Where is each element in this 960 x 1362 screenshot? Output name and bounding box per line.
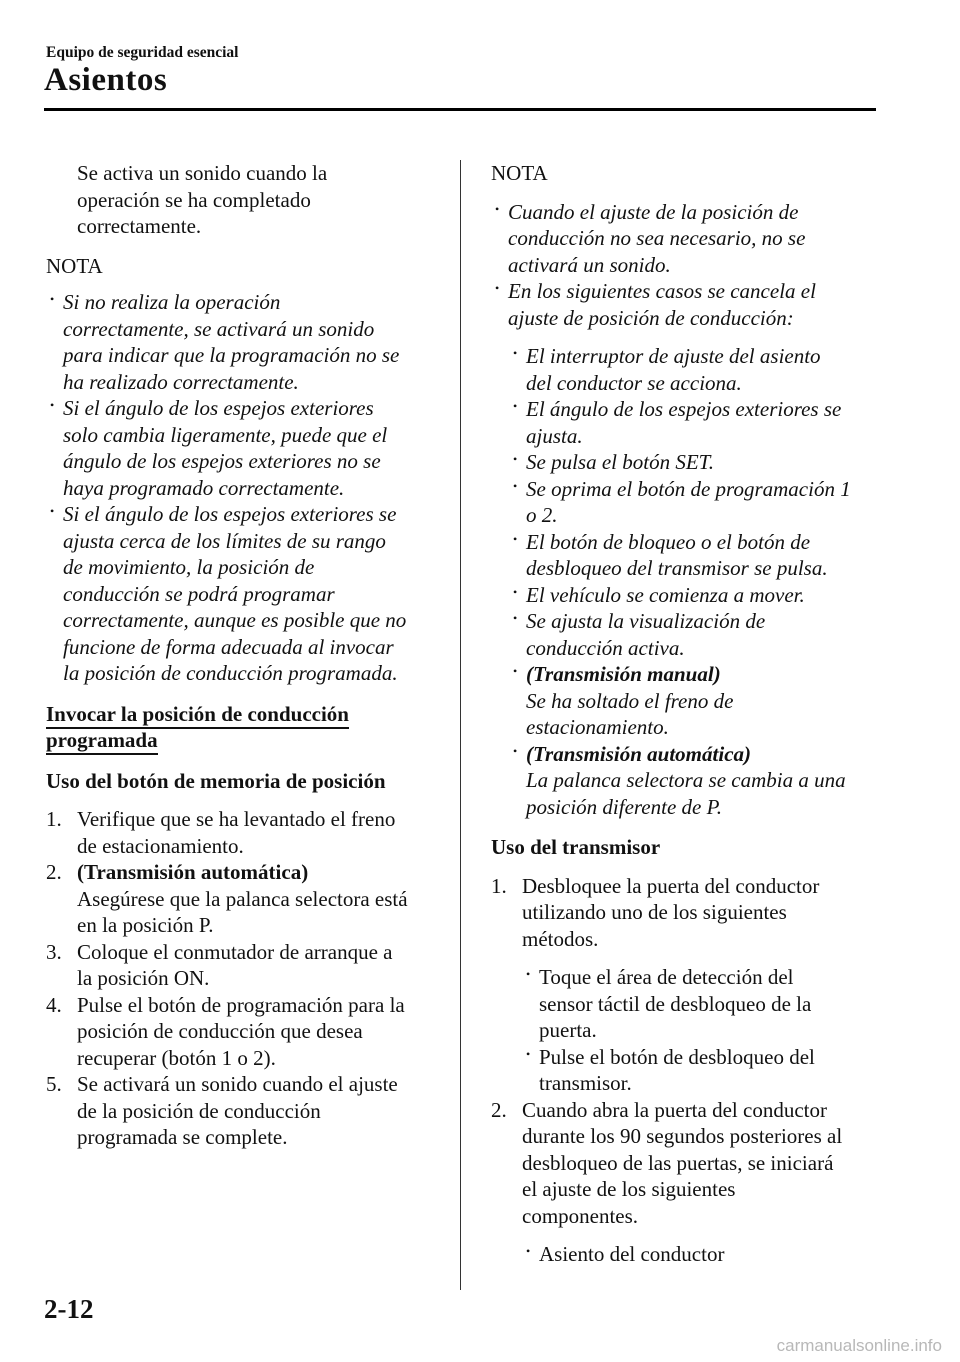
text-line: conducción activa. (526, 635, 685, 660)
text-line: Se ha soltado el freno de (526, 688, 734, 713)
cancel-item (509, 741, 891, 821)
left-column (46, 160, 438, 1151)
text-line: métodos. (522, 926, 599, 951)
text-line: • Cuando el ajuste de la posición de (508, 199, 799, 224)
text-line: Verifique que se ha levantado el freno (77, 807, 396, 831)
text-line: la posición de conducción programada. (63, 661, 398, 685)
steps-list (46, 806, 438, 1151)
column-divider (460, 160, 461, 1290)
method-item (522, 964, 891, 1044)
text-line: activará un sonido. (508, 252, 671, 277)
text-line: posición de conducción que desea (77, 1019, 363, 1043)
text-line: la posición ON. (77, 966, 210, 990)
method-item (522, 1044, 891, 1097)
subheading: Uso del transmisor (491, 835, 661, 859)
cancel-bold-line: • (Transmisión automática) (526, 741, 752, 766)
text-line: sensor táctil de desbloqueo de la (539, 991, 812, 1016)
text-line: correctamente, aunque es posible que no (63, 608, 407, 632)
component-item (522, 1241, 891, 1268)
cancel-item (509, 608, 891, 661)
text-line: recuperar (botón 1 o 2). (77, 1045, 276, 1070)
right-column (491, 160, 891, 1268)
text-line: Cuando abra la puerta del conductor (522, 1097, 827, 1122)
section-label: Equipo de seguridad esencial (46, 44, 239, 61)
intro-text (77, 160, 438, 240)
cancel-item (509, 396, 891, 449)
watermark: carmanualsonline.info (776, 1336, 942, 1355)
text-line: • Asiento del conductor (539, 1242, 725, 1266)
text-line: funcione de forma adecuada al invocar (63, 634, 394, 659)
text-line: programada se complete. (77, 1125, 288, 1149)
nota-list (491, 199, 891, 821)
text-line: de movimiento, la posición de (63, 555, 315, 579)
text-line: operación se ha completado (77, 187, 311, 212)
cancel-item (509, 343, 891, 396)
nota-item (491, 278, 891, 331)
step-number: 3. (46, 939, 62, 964)
text-line: • En los siguientes casos se cancela el (508, 279, 816, 303)
nota-item (46, 395, 438, 501)
step-item (46, 992, 438, 1072)
text-line: correctamente. (77, 214, 202, 238)
text-line: ha realizado correctamente. (63, 369, 299, 394)
text-line: ajusta cerca de los límites de su rango (63, 528, 386, 553)
step-number: 5. (46, 1072, 62, 1096)
cancel-item (509, 582, 891, 609)
text-line: • Si el ángulo de los espejos exteriores se (63, 502, 397, 526)
method-list (522, 964, 891, 1097)
step-number: 1. (491, 873, 507, 898)
section-heading (46, 701, 438, 754)
text-line: • Se oprima el botón de programación 1 (526, 476, 851, 501)
text-line: • El ángulo de los espejos exteriores se (526, 397, 842, 421)
text-line: ángulo de los espejos exteriores no se (63, 449, 381, 473)
text-line: en la posición P. (77, 913, 214, 937)
text-line: • El botón de bloqueo o el botón de (526, 529, 811, 554)
text-line: • Si el ángulo de los espejos exteriores (63, 396, 374, 420)
subheading: Uso del botón de memoria de posición (46, 768, 386, 793)
text-line: conducción no sea necesario, no se (508, 226, 806, 250)
text-line: ajusta. (526, 423, 583, 448)
cancel-item (509, 449, 891, 476)
text-line: o 2. (526, 503, 558, 527)
text-line: • El vehículo se comienza a mover. (526, 582, 805, 607)
text-line: • El interruptor de ajuste del asiento (526, 344, 821, 368)
text-line: puerta. (539, 1018, 597, 1042)
text-line: La palanca selectora se cambia a una (526, 768, 846, 792)
step-number: 1. (46, 807, 62, 831)
cancel-item (509, 661, 891, 741)
nota-list (46, 289, 438, 687)
text-line: Asegúrese que la palanca selectora está (77, 886, 408, 911)
text-line: • Se ajusta la visualización de (526, 609, 766, 633)
step-item (491, 873, 891, 953)
text-line: transmisor. (539, 1071, 632, 1095)
text-line: durante los 90 segundos posteriores al (522, 1124, 843, 1148)
text-line: Desbloquee la puerta del conductor (522, 873, 820, 898)
nota-item (491, 199, 891, 279)
text-line: correctamente, se activará un sonido (63, 316, 375, 341)
text-line: solo cambia ligeramente, puede que el (63, 422, 388, 447)
text-line: para indicar que la programación no se (63, 343, 400, 367)
nota-label: NOTA (46, 253, 103, 278)
cancel-item (509, 476, 891, 529)
text-line: Se activa un sonido cuando la (77, 161, 328, 185)
nota-label: NOTA (491, 161, 548, 185)
step-item (46, 939, 438, 992)
text-line: de la posición de conducción (77, 1098, 321, 1123)
component-list (522, 1241, 891, 1268)
text-line: conducción se podrá programar (63, 581, 335, 606)
page-title: Asientos (44, 62, 168, 98)
text-line: • Pulse el botón de desbloqueo del (539, 1044, 815, 1069)
text-line: haya programado correctamente. (63, 475, 345, 500)
page-number: 2-12 (44, 1294, 94, 1324)
text-line: Se activará un sonido cuando el ajuste (77, 1072, 398, 1096)
heading-line: programada (46, 728, 158, 755)
step-number: 4. (46, 992, 62, 1017)
nota-item (46, 501, 438, 687)
step-bold-line: (Transmisión automática) (77, 860, 309, 884)
text-line: estacionamiento. (526, 715, 669, 739)
cancel-list (509, 343, 891, 820)
cancel-item (509, 529, 891, 582)
text-line: desbloqueo del transmisor se pulsa. (526, 556, 828, 580)
header-rule (44, 108, 876, 111)
text-line: desbloqueo de las puertas, se iniciará (522, 1150, 834, 1175)
text-line: ajuste de posición de conducción: (508, 305, 794, 330)
heading-line: Invocar la posición de conducción (46, 702, 349, 729)
step-item (46, 806, 438, 859)
nota-item (46, 289, 438, 395)
step-item (46, 859, 438, 939)
step-item (46, 1071, 438, 1151)
text-line: utilizando uno de los siguientes (522, 900, 787, 924)
text-line: del conductor se acciona. (526, 370, 742, 395)
text-line: • Se pulsa el botón SET. (526, 450, 715, 474)
text-line: • Si no realiza la operación (63, 290, 281, 314)
step-number: 2. (46, 860, 62, 884)
text-line: componentes. (522, 1203, 639, 1228)
text-line: de estacionamiento. (77, 833, 244, 858)
text-line: • Toque el área de detección del (539, 965, 794, 989)
step-number: 2. (491, 1097, 507, 1122)
text-line: posición diferente de P. (526, 794, 722, 819)
cancel-bold-line: • (Transmisión manual) (526, 662, 721, 686)
step-item (491, 1097, 891, 1230)
text-line: Coloque el conmutador de arranque a (77, 939, 393, 964)
text-line: el ajuste de los siguientes (522, 1177, 736, 1201)
text-line: Pulse el botón de programación para la (77, 992, 405, 1017)
